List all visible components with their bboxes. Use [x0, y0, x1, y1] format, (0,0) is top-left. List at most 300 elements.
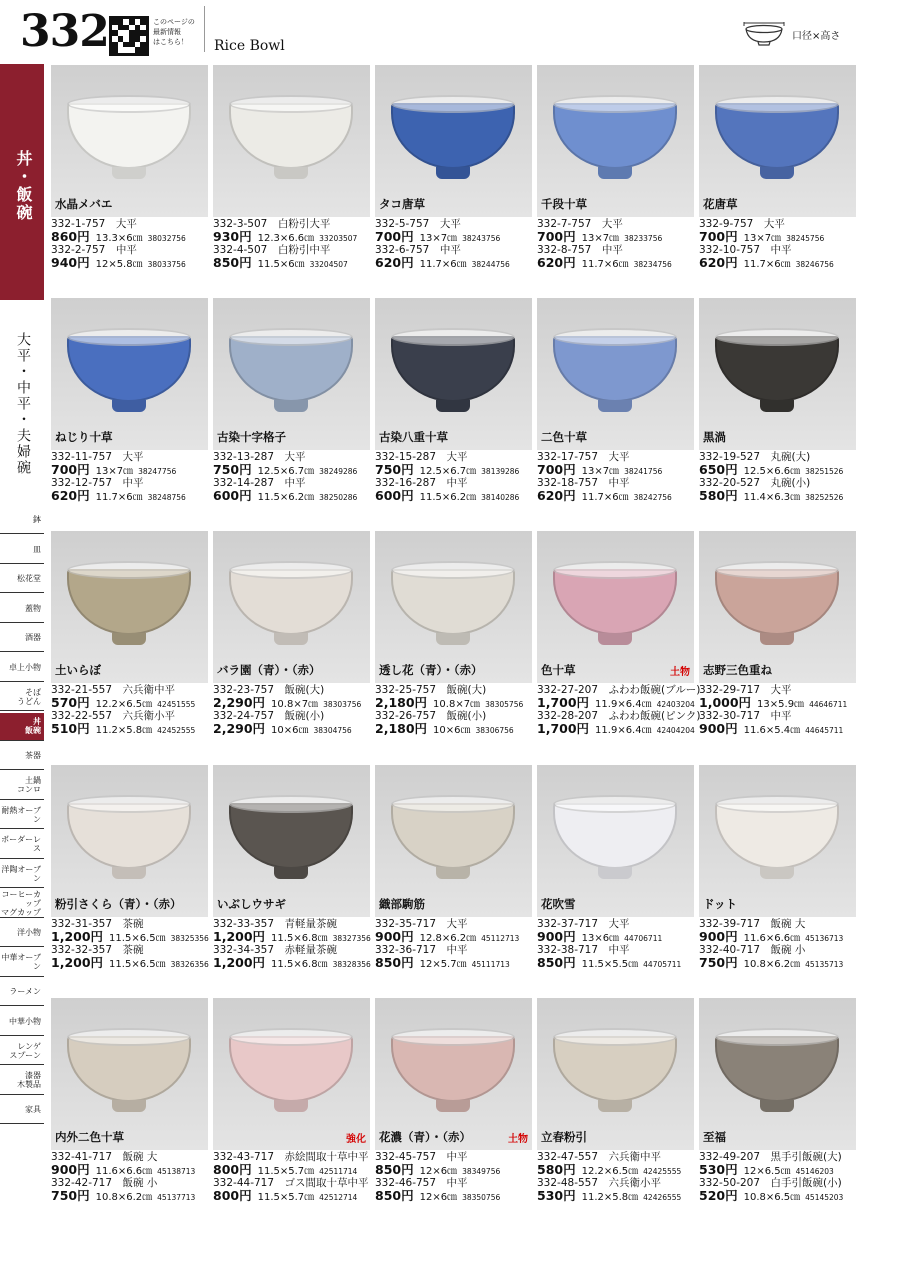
item-price-line — [51, 1189, 208, 1204]
item-jan: 38139286 — [481, 467, 520, 476]
item-jan: 38252526 — [805, 493, 844, 502]
bowl-rim — [67, 1028, 191, 1046]
item-code: 332-26-757 飯碗(小) — [375, 710, 487, 722]
item-jan: 38032756 — [147, 234, 186, 243]
item-jan: 38242756 — [633, 493, 672, 502]
item-size: 10.8×6.2㎝ — [95, 1192, 153, 1203]
item-price: 1,200円 — [51, 929, 104, 944]
item-jan: 42403204 — [656, 700, 695, 709]
item-jan: 44706711 — [624, 934, 663, 943]
product-photo — [375, 65, 532, 217]
item-price-line — [375, 722, 532, 737]
sidebar-nav-item[interactable]: 皿 — [0, 536, 44, 564]
item-price-line — [51, 930, 208, 945]
item-size: 11.5×6.2㎝ — [419, 492, 477, 503]
product-card[interactable] — [375, 65, 532, 295]
item-jan: 44645711 — [805, 726, 844, 735]
item-code: 332-6-757 中平 — [375, 244, 461, 256]
item-size: 11.6×6.6㎝ — [743, 933, 801, 944]
item-size: 12×6㎝ — [419, 1166, 458, 1177]
item-price-line — [537, 489, 694, 504]
item-price: 620円 — [537, 255, 576, 270]
item-jan: 38325356 — [170, 934, 209, 943]
item-price-line — [699, 230, 856, 245]
product-photo — [375, 298, 532, 450]
product-variants — [375, 1152, 532, 1204]
product-card[interactable] — [537, 998, 694, 1228]
bowl-rim — [553, 1028, 677, 1046]
item-code: 332-29-717 大平 — [699, 684, 792, 696]
product-photo — [699, 298, 856, 450]
item-code: 332-28-207 ふわわ飯碗(ピンク) — [537, 710, 701, 722]
item-price: 850円 — [375, 1188, 414, 1203]
product-name: タコ唐草 — [379, 197, 425, 211]
item-jan: 42452555 — [157, 726, 196, 735]
item-price-line — [537, 463, 694, 478]
item-code: 332-15-287 大平 — [375, 451, 468, 463]
item-size: 12.3×6.6㎝ — [257, 233, 315, 244]
item-price: 860円 — [51, 229, 90, 244]
product-name: ドット — [703, 897, 738, 911]
item-jan: 42426555 — [643, 1193, 682, 1202]
item-price: 520円 — [699, 1188, 738, 1203]
item-jan: 38248756 — [147, 493, 186, 502]
item-code: 332-45-757 中平 — [375, 1151, 468, 1163]
item-jan: 42511714 — [319, 1167, 358, 1176]
product-card[interactable] — [51, 65, 208, 295]
item-price-line — [537, 230, 694, 245]
item-size: 11.5×5.7㎝ — [257, 1166, 315, 1177]
page-header — [0, 0, 900, 62]
item-size: 11.5×6.5㎝ — [109, 959, 166, 970]
item-price: 1,200円 — [51, 955, 104, 970]
product-variants — [213, 219, 370, 271]
bowl-rim — [715, 1028, 839, 1046]
item-code: 332-46-757 中平 — [375, 1177, 468, 1189]
product-card[interactable] — [51, 298, 208, 528]
product-name: 色十草 — [541, 663, 576, 677]
product-card[interactable] — [51, 765, 208, 995]
item-jan: 45146203 — [795, 1167, 834, 1176]
product-photo — [213, 998, 370, 1150]
bowl-rim — [715, 795, 839, 813]
item-jan: 42425555 — [643, 1167, 682, 1176]
product-card[interactable] — [213, 531, 370, 761]
product-photo — [699, 65, 856, 217]
item-price-line — [51, 722, 208, 737]
product-name: 立春粉引 — [541, 1130, 587, 1144]
product-photo — [699, 998, 856, 1150]
item-code: 332-13-287 大平 — [213, 451, 306, 463]
product-variants — [375, 452, 532, 504]
item-price: 620円 — [699, 255, 738, 270]
item-code: 332-8-757 中平 — [537, 244, 623, 256]
item-price: 750円 — [375, 462, 414, 477]
product-name: 志野三色重ね — [703, 663, 772, 677]
product-name: 黒渦 — [703, 430, 726, 444]
sidebar-nav-item[interactable]: 中華小物 — [0, 1008, 44, 1036]
item-size: 11.9×6.4㎝ — [595, 699, 652, 710]
product-photo — [375, 998, 532, 1150]
product-card[interactable] — [213, 765, 370, 995]
product-card[interactable] — [375, 298, 532, 528]
item-price-line — [537, 930, 694, 945]
sidebar-nav-item[interactable]: 蓋物 — [0, 595, 44, 623]
item-jan: 38349756 — [462, 1167, 501, 1176]
sidebar-nav-item[interactable]: 土鍋 コンロ — [0, 772, 44, 800]
item-price-line — [537, 1163, 694, 1178]
item-price: 1,700円 — [537, 695, 590, 710]
item-size: 13×7㎝ — [581, 233, 620, 244]
product-variants — [375, 685, 532, 737]
sidebar-subcategory: 大平・中平・夫婦碗 — [15, 332, 31, 476]
product-card[interactable] — [51, 531, 208, 761]
item-size: 12.8×6.2㎝ — [419, 933, 477, 944]
item-size: 11.5×6.5㎝ — [109, 933, 166, 944]
product-variants — [537, 919, 694, 971]
sidebar-nav-item[interactable]: 漆器 木製品 — [0, 1067, 44, 1095]
product-name: 古染八重十草 — [379, 430, 448, 444]
product-card[interactable] — [375, 531, 532, 761]
product-variants — [537, 1152, 694, 1204]
item-price-line — [537, 696, 694, 711]
product-photo — [51, 765, 208, 917]
item-price-line — [51, 256, 208, 271]
item-price: 900円 — [699, 929, 738, 944]
bowl-rim — [391, 795, 515, 813]
item-code: 332-27-207 ふわわ飯碗(ブルー) — [537, 684, 701, 696]
product-name: バラ園（青）・（赤） — [217, 663, 321, 677]
product-photo — [213, 298, 370, 450]
dimension-legend: 口径×高さ — [792, 31, 841, 42]
sidebar-nav-item[interactable]: ラーメン — [0, 978, 44, 1006]
item-jan: 38234756 — [633, 260, 672, 269]
item-jan: 42451555 — [157, 700, 196, 709]
item-price-line — [375, 463, 532, 478]
bowl-rim — [391, 561, 515, 579]
item-code: 332-42-717 飯碗 小 — [51, 1177, 158, 1189]
item-code: 332-7-757 大平 — [537, 218, 623, 230]
item-price-line — [699, 256, 856, 271]
item-size: 11.7×6㎝ — [743, 259, 791, 270]
sidebar-nav-item[interactable]: 酒器 — [0, 624, 44, 652]
product-photo — [213, 65, 370, 217]
product-card[interactable] — [699, 531, 856, 761]
product-name: 粉引さくら（青）・（赤） — [55, 897, 182, 911]
bowl-rim — [67, 328, 191, 346]
sidebar-nav-item[interactable]: レンゲ スプーン — [0, 1037, 44, 1065]
item-size: 12×6㎝ — [419, 1192, 458, 1203]
product-name: 二色十草 — [541, 430, 587, 444]
item-jan: 38247756 — [138, 467, 177, 476]
item-price-line — [699, 489, 856, 504]
item-jan: 45136713 — [805, 934, 844, 943]
item-code: 332-47-557 六兵衛中平 — [537, 1151, 662, 1163]
product-name: 至福 — [703, 1130, 726, 1144]
qr-code-icon[interactable] — [109, 16, 149, 56]
product-variants — [699, 219, 856, 271]
item-price-line — [537, 1189, 694, 1204]
product-card[interactable] — [213, 65, 370, 295]
item-jan: 38245756 — [786, 234, 825, 243]
item-price: 620円 — [537, 488, 576, 503]
product-name: ねじり十草 — [55, 430, 113, 444]
item-jan: 38249286 — [319, 467, 358, 476]
item-price-line — [213, 1189, 370, 1204]
item-jan: 38243756 — [462, 234, 501, 243]
sidebar-nav-item[interactable]: コーヒーカップ マグカップ — [0, 890, 44, 918]
item-size: 10.8×6.2㎝ — [743, 959, 801, 970]
item-price-line — [213, 489, 370, 504]
item-code: 332-40-717 飯碗 小 — [699, 944, 806, 956]
item-price-line — [537, 722, 694, 737]
item-price: 580円 — [537, 1162, 576, 1177]
item-price: 2,290円 — [213, 695, 266, 710]
item-code: 332-37-717 大平 — [537, 918, 630, 930]
product-variants — [537, 684, 701, 737]
product-variants — [213, 919, 370, 971]
product-photo — [699, 531, 856, 683]
product-variants — [537, 219, 694, 271]
bowl-rim — [553, 328, 677, 346]
item-size: 11.7×6㎝ — [95, 492, 143, 503]
sidebar-nav-item[interactable]: 耐熱オーブン — [0, 801, 44, 829]
bowl-rim — [715, 561, 839, 579]
product-card[interactable] — [375, 765, 532, 995]
item-code: 332-16-287 中平 — [375, 477, 468, 489]
item-price-line — [51, 696, 208, 711]
item-size: 13×7㎝ — [581, 466, 620, 477]
item-price-line — [51, 489, 208, 504]
item-price-line — [51, 956, 208, 971]
item-code: 332-12-757 中平 — [51, 477, 144, 489]
item-code: 332-34-357 赤軽量茶碗 — [213, 944, 338, 956]
item-price: 1,000円 — [699, 695, 752, 710]
product-photo — [51, 998, 208, 1150]
product-photo — [537, 65, 694, 217]
bowl-dimension-icon — [742, 20, 786, 46]
product-card[interactable] — [699, 65, 856, 295]
item-jan: 38233756 — [624, 234, 663, 243]
item-price: 750円 — [699, 955, 738, 970]
product-card[interactable] — [213, 298, 370, 528]
item-size: 11.6×6.6㎝ — [95, 1166, 153, 1177]
item-jan: 33204507 — [309, 260, 348, 269]
item-size: 13×7㎝ — [743, 233, 782, 244]
item-code: 332-9-757 大平 — [699, 218, 785, 230]
product-name: 土いらぼ — [55, 663, 101, 677]
bowl-rim — [67, 795, 191, 813]
sidebar-nav-item[interactable]: 鉢 — [0, 506, 44, 534]
item-code: 332-25-757 飯碗(大) — [375, 684, 487, 696]
sidebar-nav-item[interactable]: 卓上小物 — [0, 654, 44, 682]
item-price-line — [213, 930, 370, 945]
product-variants — [51, 685, 208, 737]
material-tag: 土物 — [508, 1134, 528, 1145]
item-price-line — [213, 256, 370, 271]
item-size: 10.8×7㎝ — [271, 699, 319, 710]
item-price-line — [537, 956, 694, 971]
item-price: 850円 — [375, 1162, 414, 1177]
item-jan: 38327356 — [332, 934, 371, 943]
product-name: 花濃（青）・（赤） — [379, 1130, 471, 1144]
sidebar-nav-item[interactable]: 茶器 — [0, 742, 44, 770]
item-jan: 45111713 — [471, 960, 510, 969]
item-code: 332-43-717 赤絵間取十草中平 — [213, 1151, 369, 1163]
item-size: 11.6×5.4㎝ — [743, 725, 801, 736]
item-price-line — [699, 930, 856, 945]
sidebar-nav-item[interactable]: 丼 飯碗 — [0, 713, 44, 741]
item-size: 11.5×6.2㎝ — [257, 492, 315, 503]
item-price: 580円 — [699, 488, 738, 503]
product-name: 花吹雪 — [541, 897, 576, 911]
product-card[interactable] — [51, 998, 208, 1228]
product-card[interactable] — [699, 298, 856, 528]
item-price: 940円 — [51, 255, 90, 270]
item-price-line — [213, 722, 370, 737]
item-code: 332-2-757 中平 — [51, 244, 137, 256]
product-variants — [699, 1152, 856, 1204]
bowl-rim — [553, 561, 677, 579]
product-card[interactable] — [537, 765, 694, 995]
item-code: 332-18-757 中平 — [537, 477, 630, 489]
item-price-line — [51, 463, 208, 478]
product-photo — [51, 298, 208, 450]
item-price: 750円 — [51, 1188, 90, 1203]
item-jan: 33203507 — [319, 234, 358, 243]
item-price: 530円 — [537, 1188, 576, 1203]
item-price: 700円 — [375, 229, 414, 244]
product-card[interactable] — [537, 65, 694, 295]
item-jan: 38303756 — [323, 700, 362, 709]
item-jan: 38251526 — [805, 467, 844, 476]
sidebar-nav-item[interactable]: 家具 — [0, 1096, 44, 1124]
sidebar-nav-item[interactable]: 中華オーブン — [0, 949, 44, 977]
product-card[interactable] — [213, 998, 370, 1228]
item-code: 332-24-757 飯碗(小) — [213, 710, 325, 722]
item-jan: 38246756 — [795, 260, 834, 269]
sidebar-nav-item[interactable]: そば うどん — [0, 683, 44, 711]
item-price: 900円 — [375, 929, 414, 944]
item-price: 600円 — [375, 488, 414, 503]
item-jan: 38140286 — [481, 493, 520, 502]
item-code: 332-30-717 中平 — [699, 710, 792, 722]
product-photo — [213, 531, 370, 683]
product-variants — [213, 685, 370, 737]
item-size: 11.7×6㎝ — [581, 492, 629, 503]
item-size: 11.2×5.8㎝ — [581, 1192, 639, 1203]
item-jan: 38305756 — [485, 700, 524, 709]
sidebar-category: 丼・飯碗 — [0, 64, 44, 300]
item-price: 850円 — [213, 255, 252, 270]
item-price: 600円 — [213, 488, 252, 503]
item-price-line — [213, 230, 370, 245]
item-price: 530円 — [699, 1162, 738, 1177]
item-jan: 45112713 — [481, 934, 520, 943]
sidebar-nav-item[interactable]: ボーダーレス — [0, 831, 44, 859]
item-price-line — [375, 956, 532, 971]
header-divider — [204, 6, 205, 52]
item-size: 11.5×6.8㎝ — [271, 959, 328, 970]
item-code: 332-31-357 茶碗 — [51, 918, 144, 930]
product-name: 織部駒筋 — [379, 897, 425, 911]
item-price-line — [213, 1163, 370, 1178]
product-photo — [375, 531, 532, 683]
item-code: 332-50-207 白手引飯碗(小) — [699, 1177, 842, 1189]
item-price-line — [375, 696, 532, 711]
item-price-line — [699, 1189, 856, 1204]
item-size: 11.2×5.8㎝ — [95, 725, 153, 736]
bowl-rim — [229, 795, 353, 813]
product-card[interactable] — [537, 531, 701, 761]
item-code: 332-1-757 大平 — [51, 218, 137, 230]
item-size: 10.8×6.5㎝ — [743, 1192, 801, 1203]
product-card[interactable] — [699, 765, 856, 995]
item-size: 10×6㎝ — [433, 725, 471, 736]
item-size: 13×6㎝ — [581, 933, 620, 944]
material-tag: 強化 — [346, 1134, 366, 1145]
item-jan: 45138713 — [157, 1167, 196, 1176]
item-code: 332-14-287 中平 — [213, 477, 306, 489]
product-card[interactable] — [375, 998, 532, 1228]
sidebar-nav-item[interactable]: 洋陶オーブン — [0, 860, 44, 888]
sidebar-nav-item[interactable]: 松花堂 — [0, 565, 44, 593]
product-variants — [699, 685, 856, 737]
item-code: 332-44-717 ゴス間取十草中平 — [213, 1177, 369, 1189]
item-size: 12×6.5㎝ — [743, 1166, 791, 1177]
item-price-line — [699, 722, 856, 737]
product-card[interactable] — [699, 998, 856, 1228]
item-price: 620円 — [51, 488, 90, 503]
product-photo — [51, 531, 208, 683]
sidebar-nav-item[interactable]: 洋小物 — [0, 919, 44, 947]
item-code: 332-10-757 中平 — [699, 244, 792, 256]
item-code: 332-32-357 茶碗 — [51, 944, 144, 956]
item-jan: 38306756 — [475, 726, 514, 735]
item-size: 11.9×6.4㎝ — [595, 725, 652, 736]
item-size: 12×5.8㎝ — [95, 259, 143, 270]
item-price: 800円 — [213, 1162, 252, 1177]
item-price: 800円 — [213, 1188, 252, 1203]
item-price-line — [375, 1189, 532, 1204]
item-price-line — [375, 489, 532, 504]
item-code: 332-48-557 六兵衛小平 — [537, 1177, 662, 1189]
product-photo — [375, 765, 532, 917]
product-photo — [51, 65, 208, 217]
item-price-line — [375, 930, 532, 945]
item-price: 900円 — [537, 929, 576, 944]
item-price: 2,290円 — [213, 721, 266, 736]
item-size: 13×7㎝ — [95, 466, 134, 477]
product-photo — [699, 765, 856, 917]
item-price-line — [375, 1163, 532, 1178]
bowl-rim — [553, 95, 677, 113]
item-code: 332-5-757 大平 — [375, 218, 461, 230]
product-photo — [213, 765, 370, 917]
product-name: 水晶メバエ — [55, 197, 113, 211]
item-jan: 38328356 — [332, 960, 371, 969]
bowl-rim — [391, 95, 515, 113]
item-size: 12.2×6.5㎝ — [581, 1166, 639, 1177]
item-size: 11.7×6㎝ — [581, 259, 629, 270]
product-variants — [375, 919, 532, 971]
product-card[interactable] — [537, 298, 694, 528]
item-size: 12.5×6.7㎝ — [257, 466, 315, 477]
product-name: 千段十草 — [541, 197, 587, 211]
item-code: 332-11-757 大平 — [51, 451, 144, 463]
product-name: 透し花（青）・（赤） — [379, 663, 483, 677]
item-price: 650円 — [699, 462, 738, 477]
